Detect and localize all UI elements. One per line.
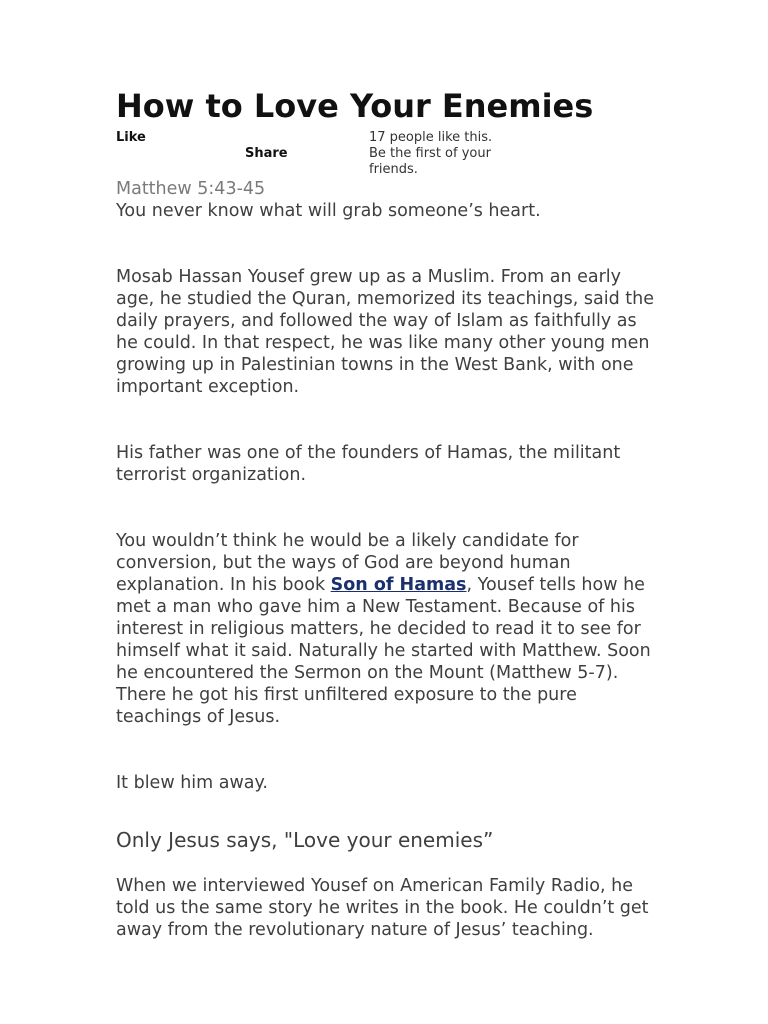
- paragraph-conversion-rest: , Yousef tells how he met a man who gave him a New Testament. Because of his interest in religious matters, he decided to read it to see for himself what it said. Naturally he started with Matthew. Soon he encountered the Sermon on the Mount (Matthew 5-7). There he got his first unfiltered exposure to the pure teachings of Jesus.: [116, 575, 651, 727]
- paragraph-upbringing: Mosab Hassan Yousef grew up as a Muslim. From an early age, he studied the Quran, memorized its teachings, said the daily prayers, and followed the way of Islam as faithfully as he could. In that respect, he was like many other young men growing up in Palestinian towns in the West Bank, with one important exception.: [116, 267, 655, 397]
- paragraph-interview: When we interviewed Yousef on American Family Radio, he told us the same story he writes in the book. He couldn’t get away from the revolutionary nature of Jesus’ teaching.: [116, 876, 649, 940]
- social-bar: [116, 130, 516, 180]
- paragraph-father: His father was one of the founders of Hamas, the militant terrorist organization.: [116, 443, 621, 485]
- scripture-reference: Matthew 5:43-45: [116, 179, 266, 199]
- paragraph-conversion: [116, 530, 656, 728]
- like-count-text: 17 people like this. Be the first of your friends.: [369, 130, 493, 177]
- paragraph-blew-away: It blew him away.: [116, 773, 268, 793]
- paragraph-conversion-intro: You wouldn’t think he would be a likely candidate for conversion, but the ways of God are beyond human explanation. In his book: [116, 531, 579, 595]
- book-link-son-of-hamas[interactable]: Son of Hamas: [330, 575, 467, 595]
- article-title: How to Love Your Enemies: [116, 87, 594, 125]
- lead-paragraph: You never know what will grab someone’s heart.: [116, 201, 541, 221]
- article-body: [116, 178, 656, 941]
- share-button[interactable]: Share: [245, 146, 288, 161]
- like-button[interactable]: Like: [116, 130, 146, 145]
- section-subheading: Only Jesus says, "Love your enemies”: [116, 828, 494, 852]
